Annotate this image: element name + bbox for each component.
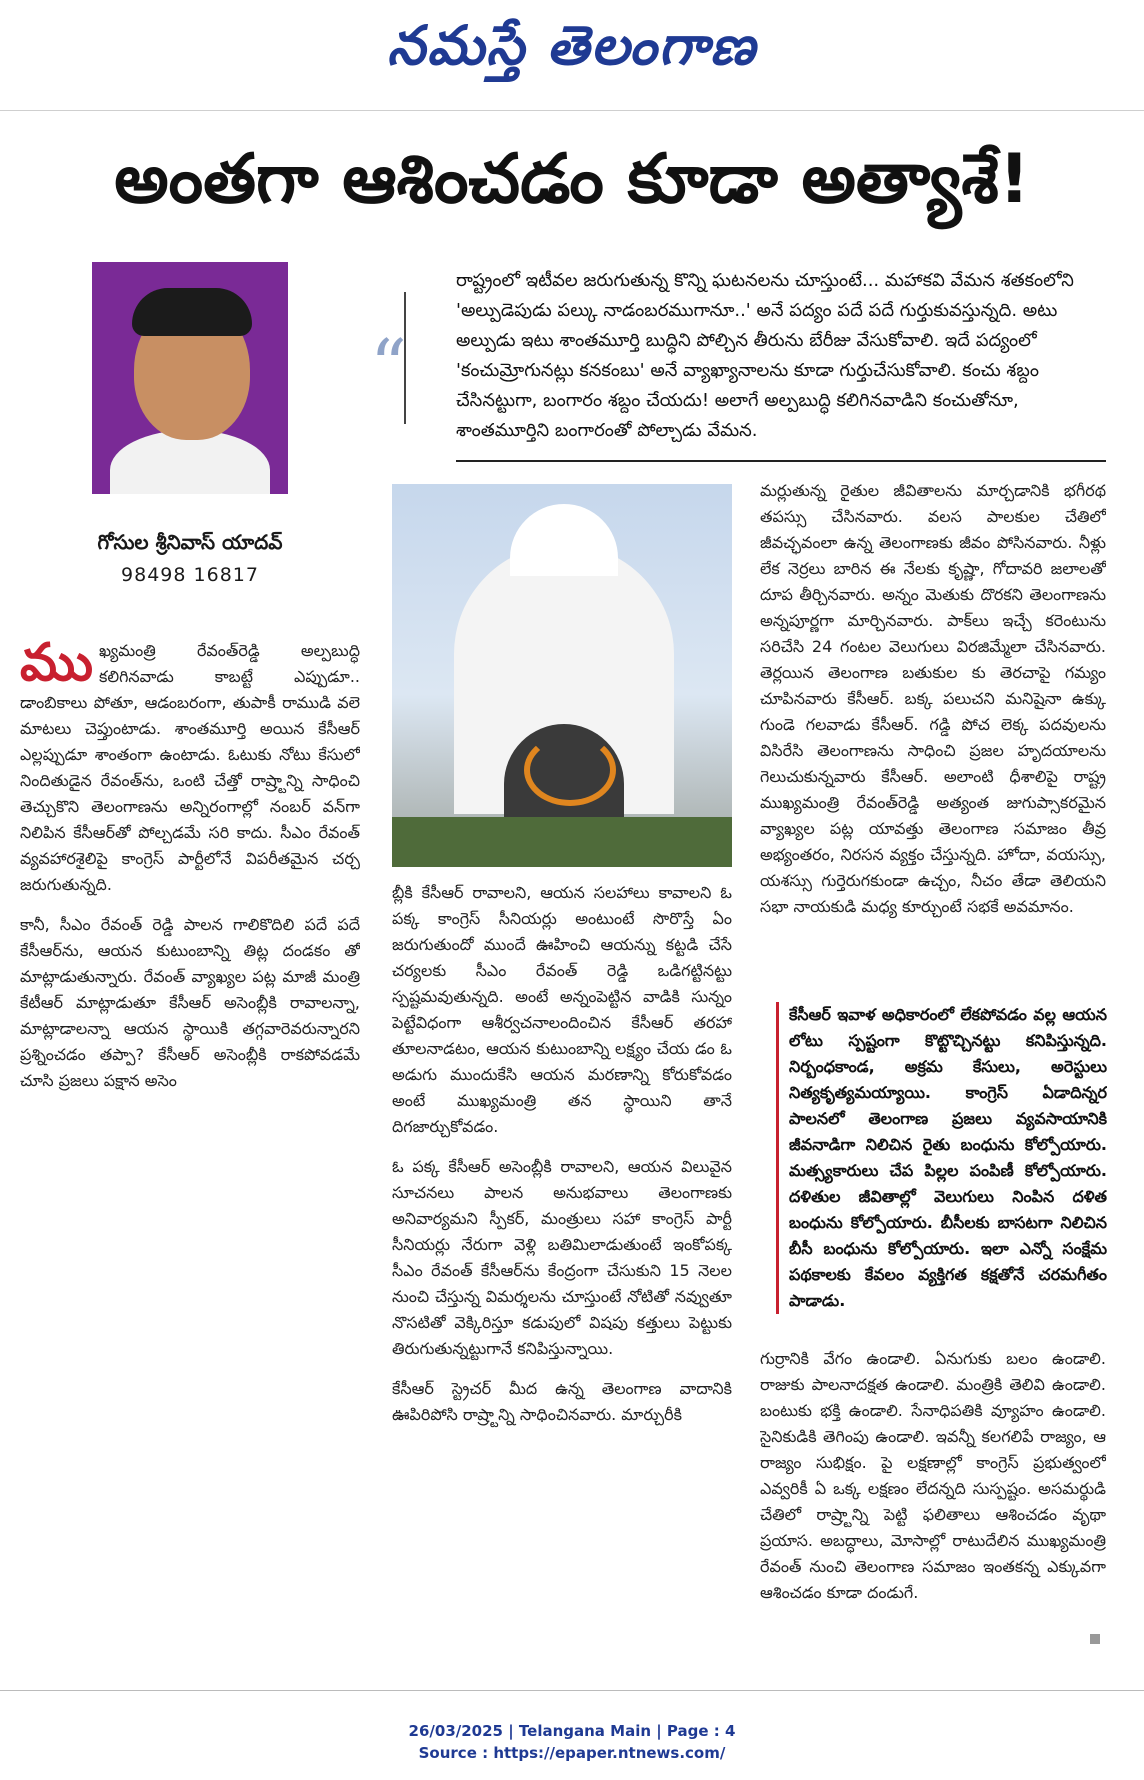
paragraph: మర్లుతున్న రైతుల జీవితాలను మార్చడానికి భగీరథ తపస్సు చేసినవారు. వలస పాలకుల చేతిలో జీవచ్ఛవంలా ఉన్న తెలంగాణకు జీవం పోసినవారు. నీళ్లు లేక నెర్రలు బారిన ఈ నేలకు కృష్ణా, గోదావరి జలాలతో దూప తీర్చినవారు. అన్నం మెతుకు దొరకని తెలంగాణను అన్నపూర్ణగా మార్చినవారు. పాక్‌లు ఇచ్చే కరెంటును సరిచేసి 24 గంటల వెలుగులు విరజిమ్మేలా చేసినవారు. తెర్లయిన తెలంగాణ బతుకుల కు తెరచాపై గమ్యం చూపినవారు కేసీఆర్. బక్క పలుచని మనిషైనా ఉక్కు గుండె గలవాడు కేసీఆర్. గడ్డి పోచ లెక్క పదవులను విసిరేసి తెలంగాణను సాధించి ప్రజల హృదయాలను గెలుచుకున్నవారు కేసీఆర్. అలాంటి ధీశాలిపై రాష్ట్ర ముఖ్యమంత్రి రేవంత్‌రెడ్డి అత్యంత జుగుప్సాకరమైన వ్యాఖ్యల పట్ల యావత్తు తెలంగాణ సమాజం తీవ్ర అభ్యంతరం, నిరసన వ్యక్తం చేస్తున్నది. హోదా, వయస్సు, యశస్సు గుర్తెరుగకుండా ఉచ్చం, నీచం తేడా తెలియని సభా నాయకుడి మధ్య కూర్చుంటే సభకే అవమానం. [760,481,1106,916]
pull-quote-rule [456,460,1106,462]
footer-divider [0,1690,1144,1691]
pull-quote: రాష్ట్రంలో ఇటీవల జరుగుతున్న కొన్ని ఘటనలను చూస్తుంటే... మహాకవి వేమన శతకంలోని 'అల్పుడెపుడు పల్కు నాడంబరముగానూ..' అనే పద్యం పదే పదే గుర్తుకువస్తున్నది. అటు అల్పుడు ఇటు శాంతమూర్తి బుద్ధిని పోల్చిన తీరును బేరీజు వేసుకోవాలి. ఇదే పద్యంలో 'కంచుమ్రోగునట్లు కనకంబు' అనే వ్యాఖ్యానాలను కూడా గుర్తుచేసుకోవాలి. కంచు శబ్దం చేసినట్టుగా, బంగారం శబ్దం చేయదు! అలాగే అల్పబుద్ధి కలిగినవాడిని కంచుతోనూ, శాంతమూర్తిని బంగారంతో పోల్చాడు వేమన. [456,270,1074,441]
paragraph: ఓ పక్క కేసీఆర్ అసెంబ్లీకి రావాలని, ఆయన విలువైన సూచనలు పాలన అనుభవాలు తెలంగాణకు అనివార్యమని స్పీకర్, మంత్రులు సహా కాంగ్రెస్ పార్టీ సీనియర్లు నేరుగా వెళ్లి బతిమిలాడుతుంటే ఇంకోపక్క సీఎం రేవంత్ కేసీఆర్‌ను కేంద్రంగా చేసుకుని 15 నెలల నుంచి చేస్తున్న విమర్శలను చూస్తుంటే నోటితో నవ్వుతూ నొసటితో వెక్కిరిస్తూ కడుపులో విషపు కత్తులు పెట్టుకు తిరుగుతున్నట్టుగానే కనిపిస్తున్నాయి. [392,1157,732,1358]
footer-date-line: 26/03/2025 | Telangana Main | Page : 4 [408,1722,736,1740]
assembly-gandhi-statue-photo [392,484,732,867]
article-column-2 [392,880,732,1648]
footer-source-link[interactable]: Source : https://epaper.ntnews.com/ [418,1744,726,1762]
paragraph: గుర్రానికి వేగం ఉండాలి. ఏనుగుకు బలం ఉండాలి. రాజుకు పాలనాదక్షత ఉండాలి. మంత్రికి తెలివి ఉండాలి. బంటుకు భక్తి ఉండాలి. సేనాధిపతికి వ్యూహం ఉండాలి. సైనికుడికి తెగింపు ఉండాలి. ఇవన్నీ కలగలిపే రాజ్యం, ఆ రాజ్యం సుభిక్షం. పై లక్షణాల్లో కాంగ్రెస్ ప్రభుత్వంలో ఎవ్వరికీ ఏ ఒక్క లక్షణం లేదన్నది సుస్పష్టం. అసమర్థుడి చేతిలో రాష్ర్టాన్ని పెట్టి ఫలితాలు ఆశించడం వృథా ప్రయాస. అబద్ధాలు, మోసాల్లో రాటుదేలిన ముఖ్యమంత్రి రేవంత్ నుంచి తెలంగాణ సమాజం ఇంతకన్న ఎక్కువగా ఆశించడం కూడా దండుగే. [760,1349,1106,1602]
end-mark-icon [1090,1634,1100,1644]
author-name: గోసుల శ్రీనివాస్ యాదవ్ [97,530,283,554]
author-photo [92,262,288,494]
masthead [0,0,1144,111]
highlight-box: కేసీఆర్ ఇవాళ అధికారంలో లేకపోవడం వల్ల ఆయన లోటు స్పష్టంగా కొట్టొచ్చినట్టు కనిపిస్తున్నది. నిర్బంధకాండ, అక్రమ కేసులు, అరెస్టులు నిత్యకృత్యమయ్యాయి. కాంగ్రెస్ ఏడాదిన్నర పాలనలో తెలంగాణ ప్రజలు వ్యవసాయానికి జీవనాడిగా నిలిచిన రైతు బంధును కోల్పోయారు. మత్స్యకారులు చేప పిల్లల పంపిణీ కోల్పోయారు. దళితుల జీవితాల్లో వెలుగులు నింపిన దళిత బంధును కోల్పోయారు. బీసీలకు బాసటగా నిలిచిన బీసీ బంధును కోల్పోయారు. ఇలా ఎన్నో సంక్షేమ పథకాలకు కేవలం వ్యక్తిగత కక్షతోనే చరమగీతం పాడాడు. [776,1002,1107,1314]
paragraph: కానీ, సీఎం రేవంత్ రెడ్డి పాలన గాలికొదిలి పదే పదే కేసీఆర్‌ను, ఆయన కుటుంబాన్ని తిట్ల దండకం తో మాట్లాడుతున్నారు. రేవంత్ వ్యాఖ్యల పట్ల మాజీ మంత్రి కేటీఆర్ మాట్లాడుతూ కేసీఆర్ అసెంబ్లీకి రావాలన్నా, మాట్లాడాలన్నా ఆయన స్థాయికి తగ్గవారెవరున్నారని ప్రశ్నించడం తప్పా? కేసీఆర్ అసెంబ్లీకి రాకపోవడమే చూసి ప్రజలు పక్షాన అసెం [20,915,360,1090]
paragraph: కేసీఆర్ స్ట్రెచర్ మీద ఉన్న తెలంగాణ వాదానికి ఊపిరిపోసి రాష్ర్టాన్ని సాధించినవారు. మార్చురీకి [392,1379,732,1424]
quote-icon: “ [370,324,407,408]
paragraph: ముఖ్యమంత్రి రేవంత్‌రెడ్డి అల్పబుద్ధి కలిగినవాడు కాబట్టే ఎప్పుడూ.. డాంబికాలు పోతూ, ఆడంబరంగా, తుపాకీ రాముడి వలె మాటలు చెప్తుంటాడు. శాంతమూర్తి అయిన కేసీఆర్ ఎల్లప్పుడూ శాంతంగా ఉంటాడు. ఓటుకు నోటు కేసులో నిందితుడైన రేవంత్‌ను, ఒంటి చేత్తో రాష్ర్టాన్ని సాధించి తెచ్చుకొని తెలంగాణను అన్నిరంగాల్లో నంబర్ వన్‌గా నిలిపిన కేసీఆర్‌తో పోల్చడమే సరి కాదు. సీఎం రేవంత్ వ్యవహారశైలిపై కాంగ్రెస్ పార్టీలోనే విపరీతమైన చర్చ జరుగుతున్నది. [20,638,360,894]
author-phone: 98498 16817 [121,564,259,586]
article-column-1 [20,638,360,1648]
paragraph: బ్లీకి కేసీఆర్ రావాలని, ఆయన సలహాలు కావాలని ఓ పక్క కాంగ్రెస్ సీనియర్లు అంటుంటే సొరొస్తే ఏం జరుగుతుందో ముందే ఊహించి ఆయన్ను కట్టడి చేసే చర్యలకు సీఎం రేవంత్ రెడ్డి ఒడిగట్టినట్టు స్పష్టమవుతున్నది. అంటే అన్నంపెట్టిన వాడికి సున్నం పెట్టేవిధంగా ఆశీర్వచనాలందించిన కేసీఆర్ తరహా తూలనాడటం, ఆయన కుటుంబాన్ని లక్ష్యం చేయ డం ఓ అడుగు ముందుకేసి ఆయన మరణాన్ని కోరుకోవడం అంటే ముఖ్యమంత్రి తన స్థాయిని తానే దిగజార్చుకోవడం. [392,883,732,1136]
article-column-3-end [760,1346,1106,1646]
article-headline: అంతగా ఆశించడం కూడా అత్యాశే! [114,140,1030,219]
newspaper-logo: నమస్తే తెలంగాణ [387,14,757,77]
article-column-3 [760,478,1106,988]
drop-cap: ము [20,638,94,693]
